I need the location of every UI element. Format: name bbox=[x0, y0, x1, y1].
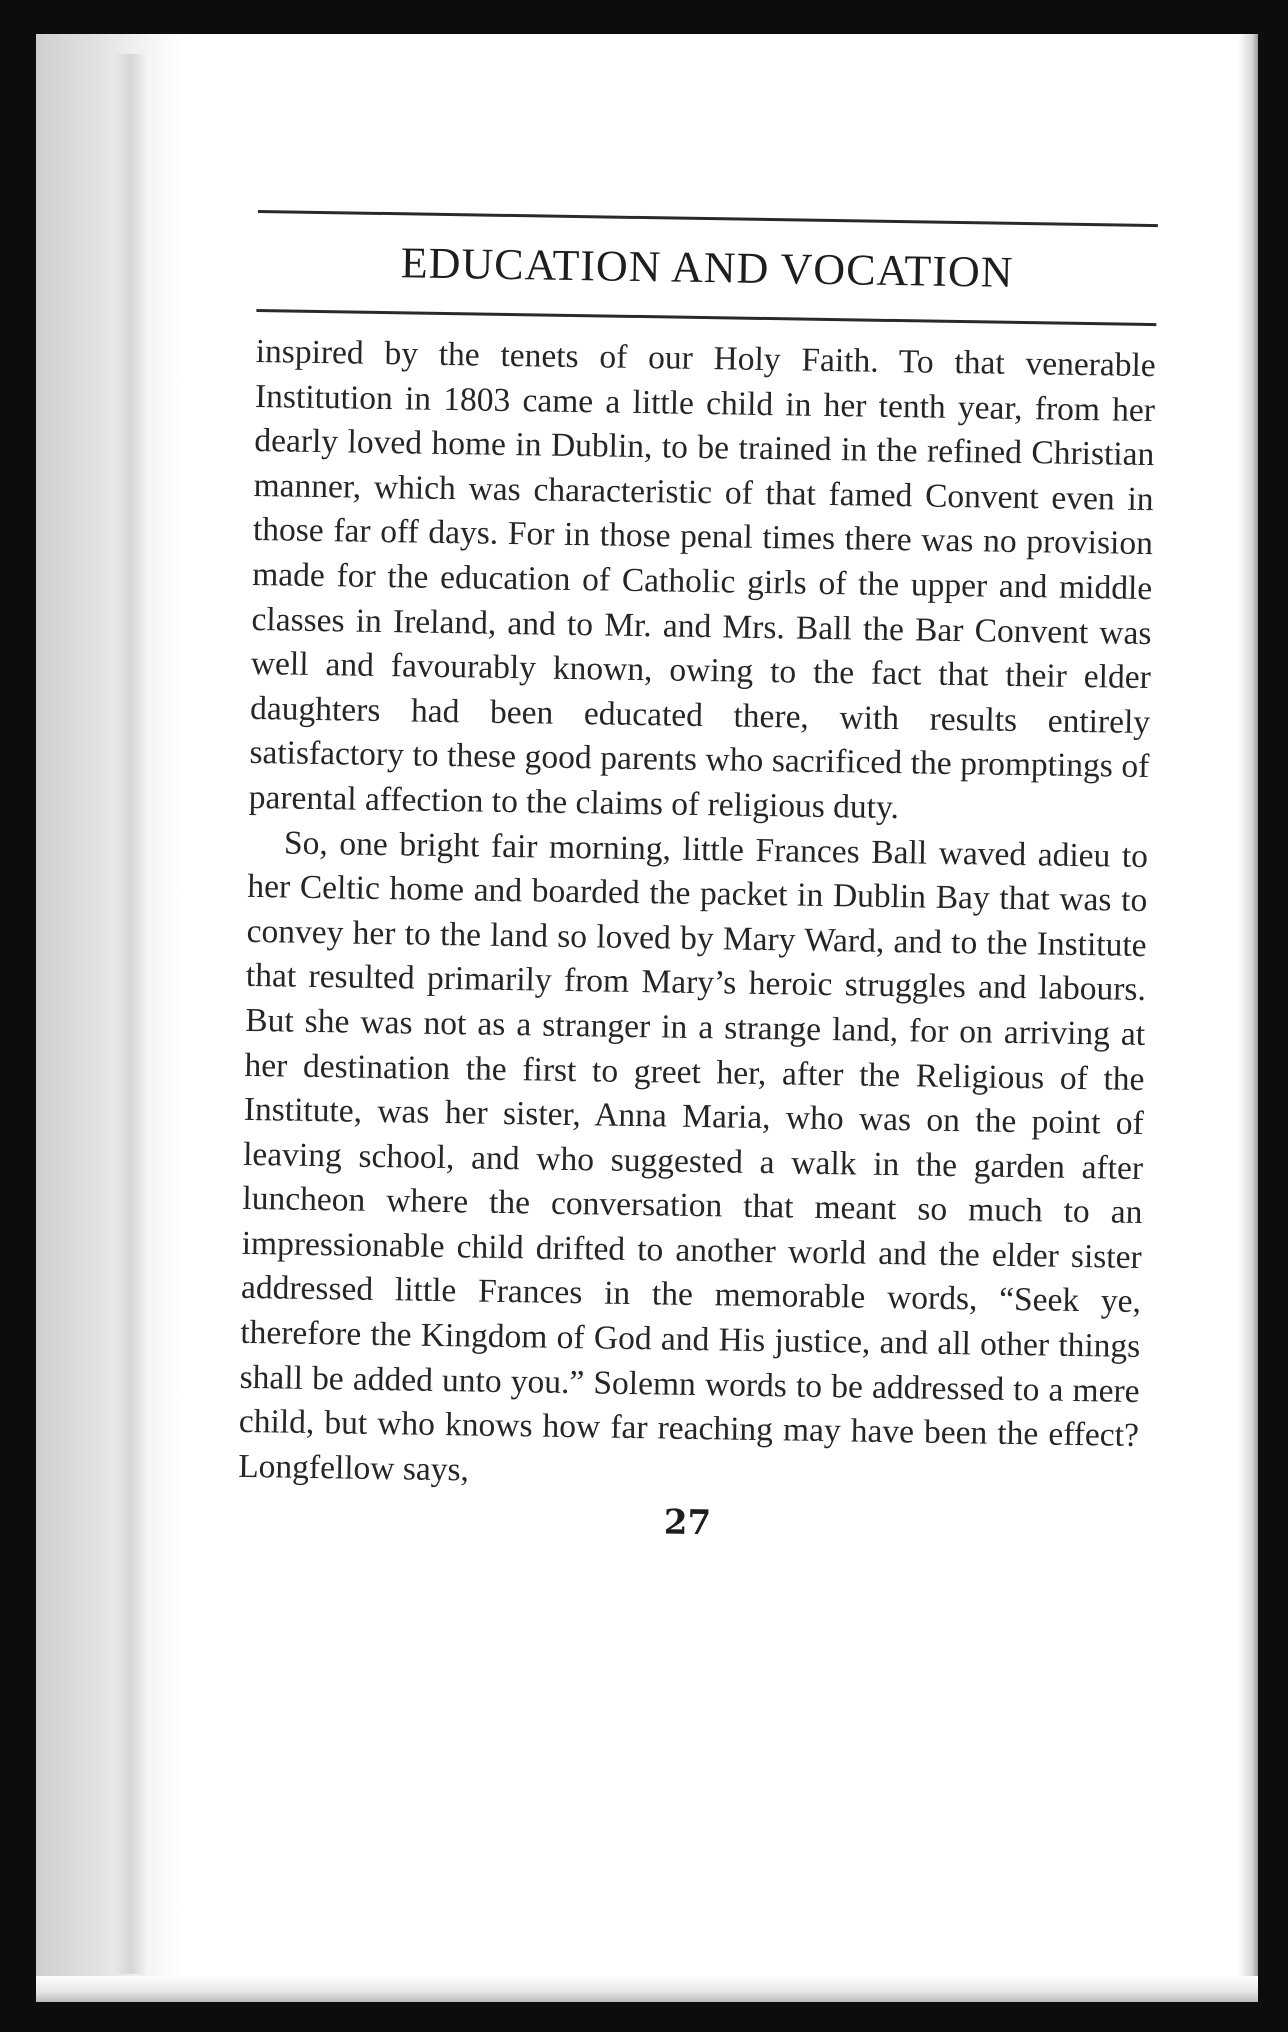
gutter-fold bbox=[114, 54, 148, 1974]
header-rule-bottom bbox=[256, 309, 1156, 326]
body-text bbox=[238, 330, 1156, 1503]
book-page bbox=[36, 34, 1258, 2002]
gutter-shadow bbox=[36, 34, 186, 2002]
running-head: EDUCATION AND VOCATION bbox=[400, 238, 1014, 297]
page-edge-right bbox=[1238, 34, 1258, 2002]
page-number: 27 bbox=[663, 1502, 712, 1544]
paragraph: inspired by the tenets of our Holy Faith. To that venerable Institution in 1803 came a little child in her tenth year, from her dearly loved home in Dublin, to be trained in the refined Christian manner, which was characteristic of that famed Convent even in those far off days. For in those penal times there was no provision made for the education of Catholic girls of the upper and middle classes in Ireland, and to Mr. and Mrs. Ball the Bar Convent was well and favourably known, owing to the fact that their elder daughters had been educated there, with results entirely satisfactory to these good parents who sacrificed the promptings of parental affection to the claims of religious duty. bbox=[248, 332, 1156, 827]
text-block bbox=[237, 210, 1158, 1551]
paragraph: So, one bright fair morning, little Frances Ball waved adieu to her Celtic home and boarded the packet in Dublin Bay that was to convey her to the land so loved by Mary Ward, and to the Institute that resulted primarily from Mary’s heroic struggles and labours. But she was not as a stranger in a strange land, for on arriving at her destination the first to greet her, after the Religious of the Institute, was her sister, Anna Maria, who was on the point of leaving school, and who suggested a walk in the garden after luncheon where the conversation that meant so much to an impressionable child drifted to another world and the elder sister addressed little Frances in the memorable words, “Seek ye, therefore the Kingdom of God and His justice, and all other things shall be added unto you.” Solemn words to be addressed to a mere child, but who knows how far reaching may have been the effect? Longfellow says, bbox=[237, 824, 1149, 1489]
header-rule-top bbox=[258, 210, 1158, 227]
page-edge-bottom bbox=[36, 1976, 1258, 2002]
